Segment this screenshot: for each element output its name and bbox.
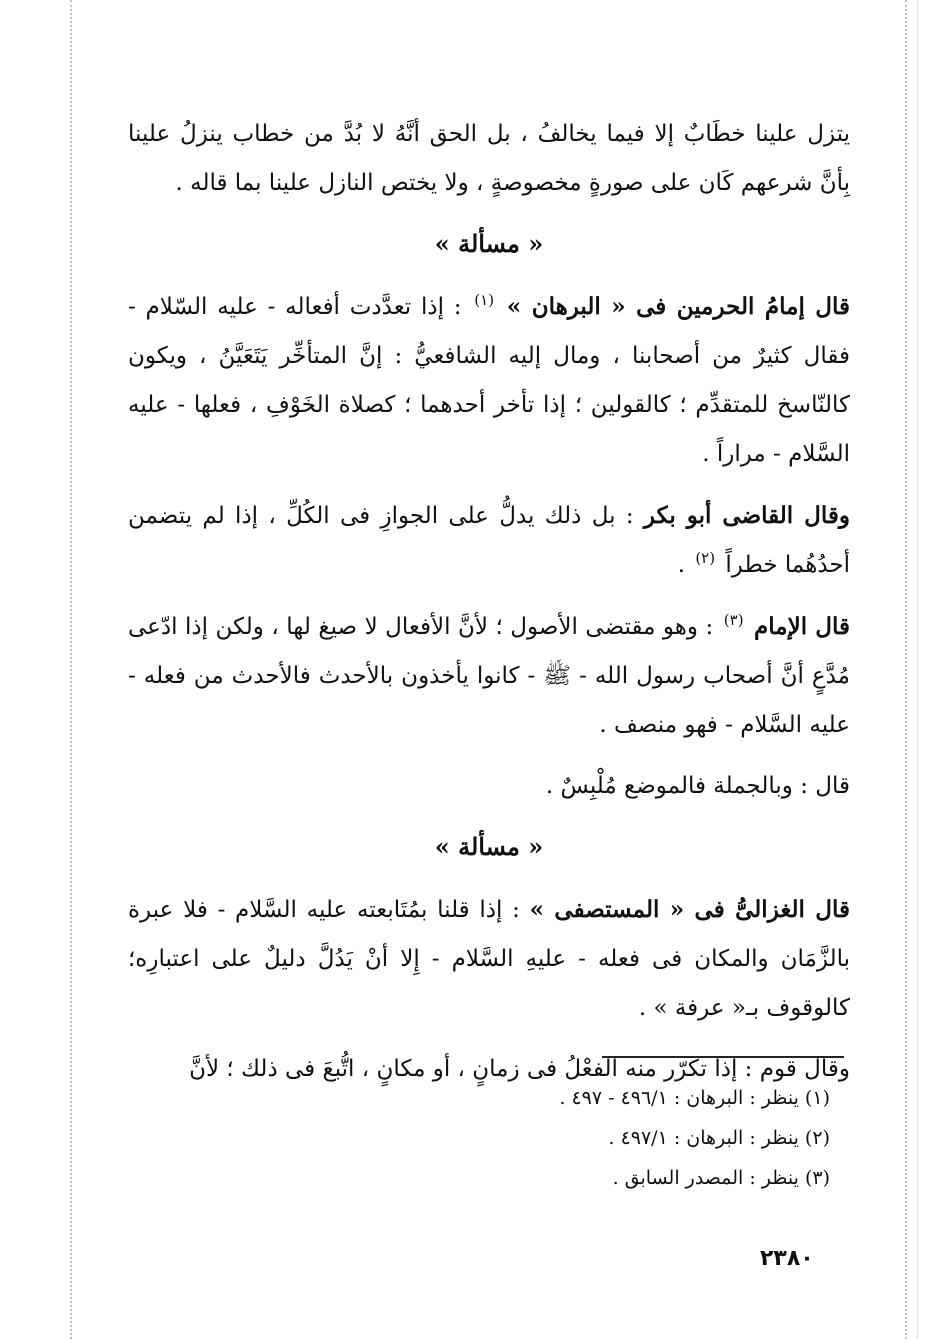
paragraph-lead: قال إمامُ الحرمين فى « البرهان » <box>506 293 851 320</box>
page-body <box>128 110 850 1106</box>
paragraph-text: : وهو مقتضى الأصول ؛ لأنَّ الأفعال لا صيغ لها ، ولكن إذا ادّعى مُدَّعٍ أنَّ أصحاب رسول الله - ﷺ - كانوا يأخذون بالأحدث فالأحدث من فعله - عليه السَّلام - فهو منصف . <box>128 614 850 738</box>
footnote-ref-2[interactable]: (٢) <box>695 549 716 568</box>
paragraph-end: . <box>677 552 685 578</box>
footnote-3: (٣) ينظر : المصدر السابق . <box>612 1167 830 1189</box>
paragraph-lead: قال الإمام <box>754 613 851 640</box>
footnote-ref-3[interactable]: (٣) <box>723 611 744 630</box>
intro-paragraph: يتزل علينا خطَابٌ إلا فيما يخالفُ ، بل الحق أنَّهُ لا بُدَّ من خطاب ينزلُ علينا بِأنَّ شرعهم كَان على صورةٍ مخصوصةٍ ، ولا يختص النازل علينا بما قاله . <box>128 121 850 196</box>
page-edge-left <box>70 0 72 1339</box>
footnote-2: (٢) ينظر : البرهان : ٤٩٧/١ . <box>608 1127 830 1149</box>
paragraph-imam-haramayn <box>128 282 850 479</box>
paragraph-imam <box>128 602 850 750</box>
page-edge-right <box>905 0 907 1339</box>
paragraph-qadi-abu-bakr <box>128 491 850 590</box>
paragraph-lead: وقال القاضى أبو بكر <box>643 502 850 529</box>
paragraph-mulbis: قال : وبالجملة فالموضع مُلْبِسٌ . <box>545 773 850 799</box>
footnote-separator <box>602 1056 844 1058</box>
paragraph-text: : بل ذلك يدلُّ على الجوازِ فى الكُلِّ ، إذا لم يتضمن أحدُهُما خطراً <box>128 503 850 578</box>
paragraph-text: : إذا قلنا بمُتَابعته عليه السَّلام - فلا عبرة بالزَّمَان والمكان فى فعله - عليهِ السَّلام - إِلا أنْ يَدُلَّ دليلٌ على اعتبارِه؛ كالوقوف بـ« عرفة » . <box>128 897 850 1021</box>
section-heading-2: « مسألة » <box>434 832 544 861</box>
paragraph-qawm: وقال قوم : إذا تكرّر منه الفعْلُ فى زمانٍ ، أو مكانٍ ، اتُّبعَ فى ذلك ؛ لأنَّ <box>189 1056 850 1082</box>
paragraph-text: : إذا تعدَّدت أفعاله - عليه السّلام - فقال كثيرٌ من أصحابنا ، ومال إليه الشافعيُّ : إنَّ المتأخِّر يَتَعَيَّنُ ، ويكون كالنّاسخ للمتقدِّم ؛ كالقولين ؛ إذا تأخر أحدهما ؛ كصلاة الخَوْفِ ، فعلها - عليه السَّلام - مراراً . <box>128 294 850 467</box>
paragraph-lead: قال الغزالىُّ فى « المستصفى » <box>529 896 851 923</box>
page-number: ٢٣٨٠ <box>760 1246 814 1271</box>
footnotes <box>380 1078 830 1198</box>
footnote-1: (١) ينظر : البرهان : ٤٩٦/١ - ٤٩٧ . <box>559 1087 830 1109</box>
footnote-ref-1[interactable]: (١) <box>474 291 495 310</box>
section-heading-1: « مسألة » <box>434 229 544 258</box>
paragraph-ghazali <box>128 885 850 1033</box>
page-edge-right-outer <box>917 0 918 1339</box>
